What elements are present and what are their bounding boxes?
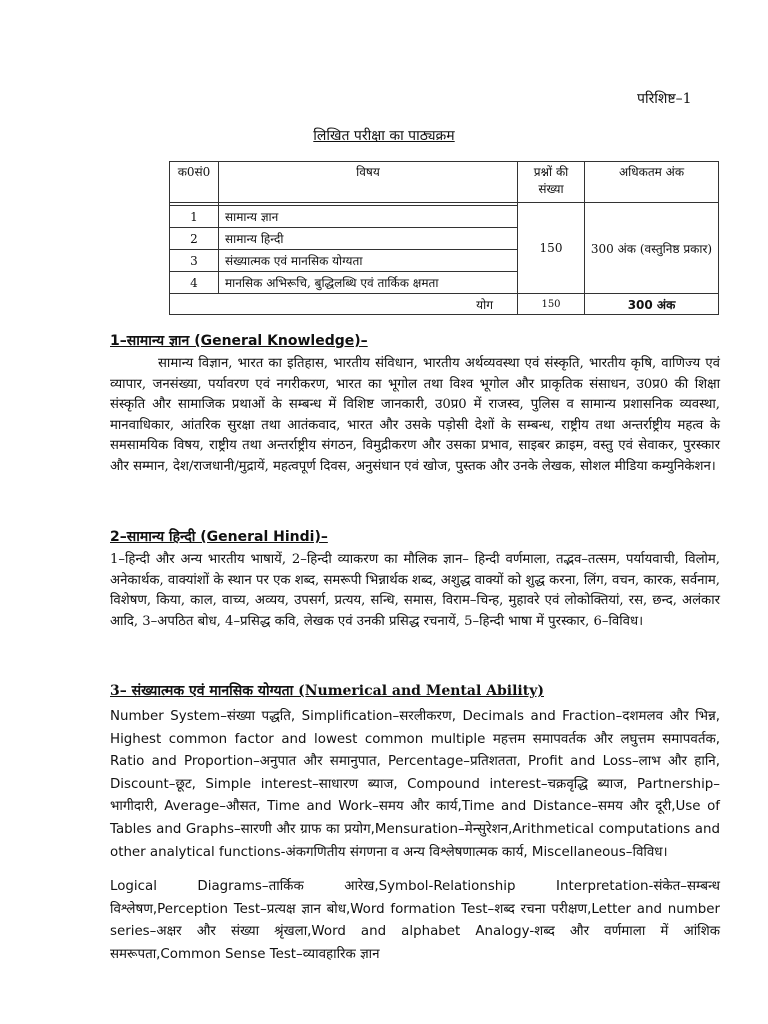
max-marks-cell: 300 अंक (वस्तुनिष्ठ प्रकार) bbox=[585, 203, 719, 294]
header-sno: क0सं0 bbox=[170, 162, 219, 203]
header-max-marks: अधिकतम अंक bbox=[585, 162, 719, 203]
questions-cell: 150 bbox=[518, 203, 585, 294]
page-title bbox=[0, 126, 768, 145]
section-text: सामान्य विज्ञान, भारत का इतिहास, भारतीय संविधान, भारतीय अर्थव्यवस्था एवं संस्कृति, भारतीय कृषि, वाणिज्य एवं व्यापार, जनसंख्या, पर्यावरण एवं नगरीकरण, भारत का भूगोल तथा विश्व भूगोल और प्राकृतिक संसाधन, उ0प्र0 की शिक्षा संस्कृति और सामाजिक प्रथाओं के सम्बन्ध में विशिष्ट जानकारी, उ0प्र0 में राजस्व, पुलिस व सामान्य प्रशासनिक व्यवस्था, मानवाधिकार, आंतरिक सुरक्षा तथा आतंकवाद, भारत और उसके पड़ोसी देशों के सम्बन्ध, राष्ट्रीय तथा अन्तर्राष्ट्रीय महत्व के समसामयिक विषय, राष्ट्रीय तथा अन्तर्राष्ट्रीय संगठन, विमुद्रीकरण और उसका प्रभाव, साइबर क्राइम, वस्तु एवं सेवाकर, पुरस्कार और सम्मान, देश/राजधानी/मुद्रायें, महत्वपूर्ण दिवस, अनुसंधान एवं खोज, पुस्तक और उनके लेखक, सोशल मीडिया कम्युनिकेशन। bbox=[110, 356, 720, 474]
header-subject: विषय bbox=[219, 162, 518, 203]
section-numerical-mental-ability bbox=[110, 681, 720, 967]
row-subject: मानसिक अभिरूचि, बुद्धिलब्धि एवं तार्किक क्षमता bbox=[219, 272, 518, 294]
total-questions: 150 bbox=[518, 294, 585, 315]
row-subject: सामान्य ज्ञान bbox=[219, 206, 518, 228]
section-heading: 3– संख्यात्मक एवं मानसिक योग्यता (Numerical and Mental Ability) bbox=[110, 683, 544, 699]
total-label: योग bbox=[170, 294, 518, 315]
row-subject: सामान्य हिन्दी bbox=[219, 228, 518, 250]
section-text: 1–हिन्दी और अन्य भारतीय भाषायें, 2–हिन्दी व्याकरण का मौलिक ज्ञान– हिन्दी वर्णमाला, तद्भव–तत्सम, पर्यायवाची, विलोम, अनेकार्थक, वाक्यांशों के स्थान पर एक शब्द, समरूपी भिन्नार्थक शब्द, अशुद्ध वाक्यों को शुद्ध करना, लिंग, वचन, कारक, सर्वनाम, विशेषण, किया, काल, वाच्य, अव्यय, उपसर्ग, प्रत्यय, सन्धि, समास, विराम–चिन्ह, मुहावरे एवं लोकोक्तियां, रस, छन्द, अलंकार आदि, 3–अपठित बोध, 4–प्रसिद्ध कवि, लेखक एवं उनकी प्रसिद्ध रचनायें, 5–हिन्दी भाषा में पुरस्कार, 6–विविध। bbox=[110, 552, 720, 629]
total-row bbox=[170, 294, 719, 315]
table-header-row bbox=[170, 162, 719, 203]
appendix-label: परिशिष्ट–1 bbox=[637, 91, 692, 107]
row-sno: 3 bbox=[170, 250, 219, 272]
total-marks: 300 अंक bbox=[585, 294, 719, 315]
section-text-continued: Logical Diagrams–तार्किक आरेख,Symbol-Relationship Interpretation-संकेत–सम्बन्ध विश्लेषण,Perception Test–प्रत्यक्ष ज्ञान बोध,Word formation Test–शब्द रचना परीक्षण,Letter and number series–अक्षर और संख्या श्रृंखला,Word and alphabet Analogy-शब्द और वर्णमाला में आंशिक समरूपता,Common Sense Test–व्यावहारिक ज्ञान bbox=[110, 879, 720, 962]
row-subject: संख्यात्मक एवं मानसिक योग्यता bbox=[219, 250, 518, 272]
section-heading: 1–सामान्य ज्ञान (General Knowledge)– bbox=[110, 333, 368, 349]
page-title-text: लिखित परीक्षा का पाठ्यक्रम bbox=[313, 128, 455, 144]
row-sno: 4 bbox=[170, 272, 219, 294]
row-sno: 1 bbox=[170, 206, 219, 228]
syllabus-table bbox=[169, 161, 719, 315]
header-questions: प्रश्नों की संख्या bbox=[518, 162, 585, 203]
row-sno: 2 bbox=[170, 228, 219, 250]
section-heading: 2–सामान्य हिन्दी (General Hindi)– bbox=[110, 529, 328, 545]
section-general-hindi bbox=[110, 527, 720, 632]
section-text: Number System–संख्या पद्धति, Simplification–सरलीकरण, Decimals and Fraction–दशमलव और भिन्न, Highest common factor and lowest common multiple महत्तम समापवर्तक और लघुत्तम समापवर्तक, Ratio and Proportion–अनुपात और समानुपात, Percentage–प्रतिशतता, Profit and Loss–लाभ और हानि, Discount–छूट, Simple interest–साधारण ब्याज, Compound interest–चक्रवृद्धि ब्याज, Partnership–भागीदारी, Average–औसत, Time and Work–समय और कार्य,Time and Distance–समय और दूरी,Use of Tables and Graphs–सारणी और ग्राफ का प्रयोग,Mensuration–मेन्सुरेशन,Arithmetical computations and other analytical functions-अंकगणितीय संगणना व अन्य विश्लेषणात्मक कार्य, Miscellaneous–विविध। bbox=[110, 709, 720, 860]
section-general-knowledge bbox=[110, 331, 720, 478]
